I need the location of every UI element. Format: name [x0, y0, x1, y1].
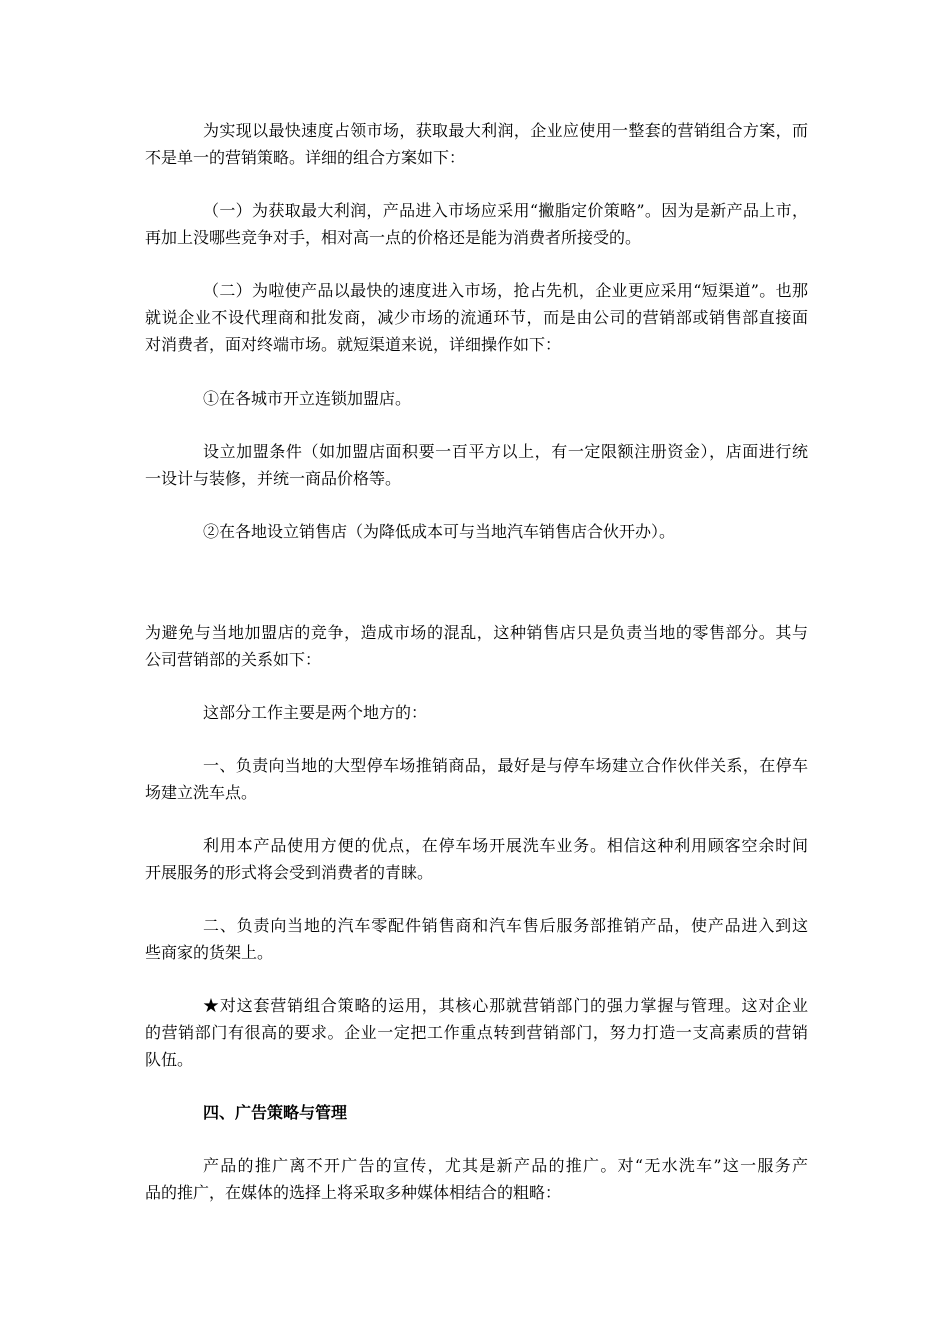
text-line: 不是单一的营销策略。详细的组合方案如下： — [145, 148, 466, 167]
paragraph — [145, 699, 808, 726]
paragraph — [145, 619, 808, 673]
text-line: 开展服务的形式将会受到消费者的青睐。 — [145, 863, 434, 882]
text-line: 些商家的货架上。 — [145, 943, 274, 962]
text-line: 四、广告策略与管理 — [203, 1103, 348, 1122]
text-line: 一设计与装修，并统一商品价格等。 — [145, 469, 402, 488]
paragraph — [145, 992, 808, 1073]
paragraph — [145, 277, 808, 358]
paragraph — [145, 197, 808, 251]
text-line: 就说企业不设代理商和批发商，减少市场的流通环节，而是由公司的营销部或销售部直接面 — [145, 308, 808, 327]
section-heading — [145, 1099, 808, 1126]
text-line: 二、负责向当地的汽车零配件销售商和汽车售后服务部推销产品，使产品进入到这 — [203, 916, 808, 935]
text-line: 这部分工作主要是两个地方的： — [203, 703, 428, 722]
paragraph — [145, 117, 808, 171]
paragraph — [145, 912, 808, 966]
text-line: 对消费者，面对终端市场。就短渠道来说，详细操作如下： — [145, 335, 562, 354]
paragraph — [145, 832, 808, 886]
text-line: 场建立洗车点。 — [145, 783, 258, 802]
text-line: （一）为获取最大利润，产品进入市场应采用“撇脂定价策略”。因为是新产品上市， — [203, 201, 808, 220]
paragraph — [145, 385, 808, 412]
text-line: 利用本产品使用方便的优点，在停车场开展洗车业务。相信这种利用顾客空余时间 — [203, 836, 808, 855]
text-line: 再加上没哪些竞争对手，相对高一点的价格还是能为消费者所接受的。 — [145, 228, 642, 247]
text-line: （二）为啦使产品以最快的速度进入市场，抢占先机，企业更应采用“短渠道”。也那 — [203, 281, 808, 300]
paragraph — [145, 752, 808, 806]
text-line: 为避免与当地加盟店的竞争，造成市场的混乱，这种销售店只是负责当地的零售部分。其与 — [145, 623, 808, 642]
text-line: 品的推广，在媒体的选择上将采取多种媒体相结合的粗略： — [145, 1183, 562, 1202]
paragraph — [145, 518, 808, 545]
text-line: ①在各城市开立连锁加盟店。 — [203, 389, 412, 408]
text-line: 公司营销部的关系如下： — [145, 650, 322, 669]
text-line: 产品的推广离不开广告的宣传，尤其是新产品的推广。对“无水洗车”这一服务产 — [203, 1156, 808, 1175]
paragraph — [145, 438, 808, 492]
text-line: 一、负责向当地的大型停车场推销商品，最好是与停车场建立合作伙伴关系，在停车 — [203, 756, 808, 775]
paragraph — [145, 1152, 808, 1206]
text-line: 设立加盟条件（如加盟店面积要一百平方以上，有一定限额注册资金），店面进行统 — [203, 442, 808, 461]
text-line: 为实现以最快速度占领市场，获取最大利润，企业应使用一整套的营销组合方案，而 — [203, 121, 808, 140]
text-line: 队伍。 — [145, 1050, 194, 1069]
text-line: 的营销部门有很高的要求。企业一定把工作重点转到营销部门，努力打造一支高素质的营销 — [145, 1023, 808, 1042]
text-line: ★对这套营销组合策略的运用，其核心那就营销部门的强力掌握与管理。这对企业 — [203, 996, 808, 1015]
text-line: ②在各地设立销售店（为降低成本可与当地汽车销售店合伙开办）。 — [203, 522, 676, 541]
